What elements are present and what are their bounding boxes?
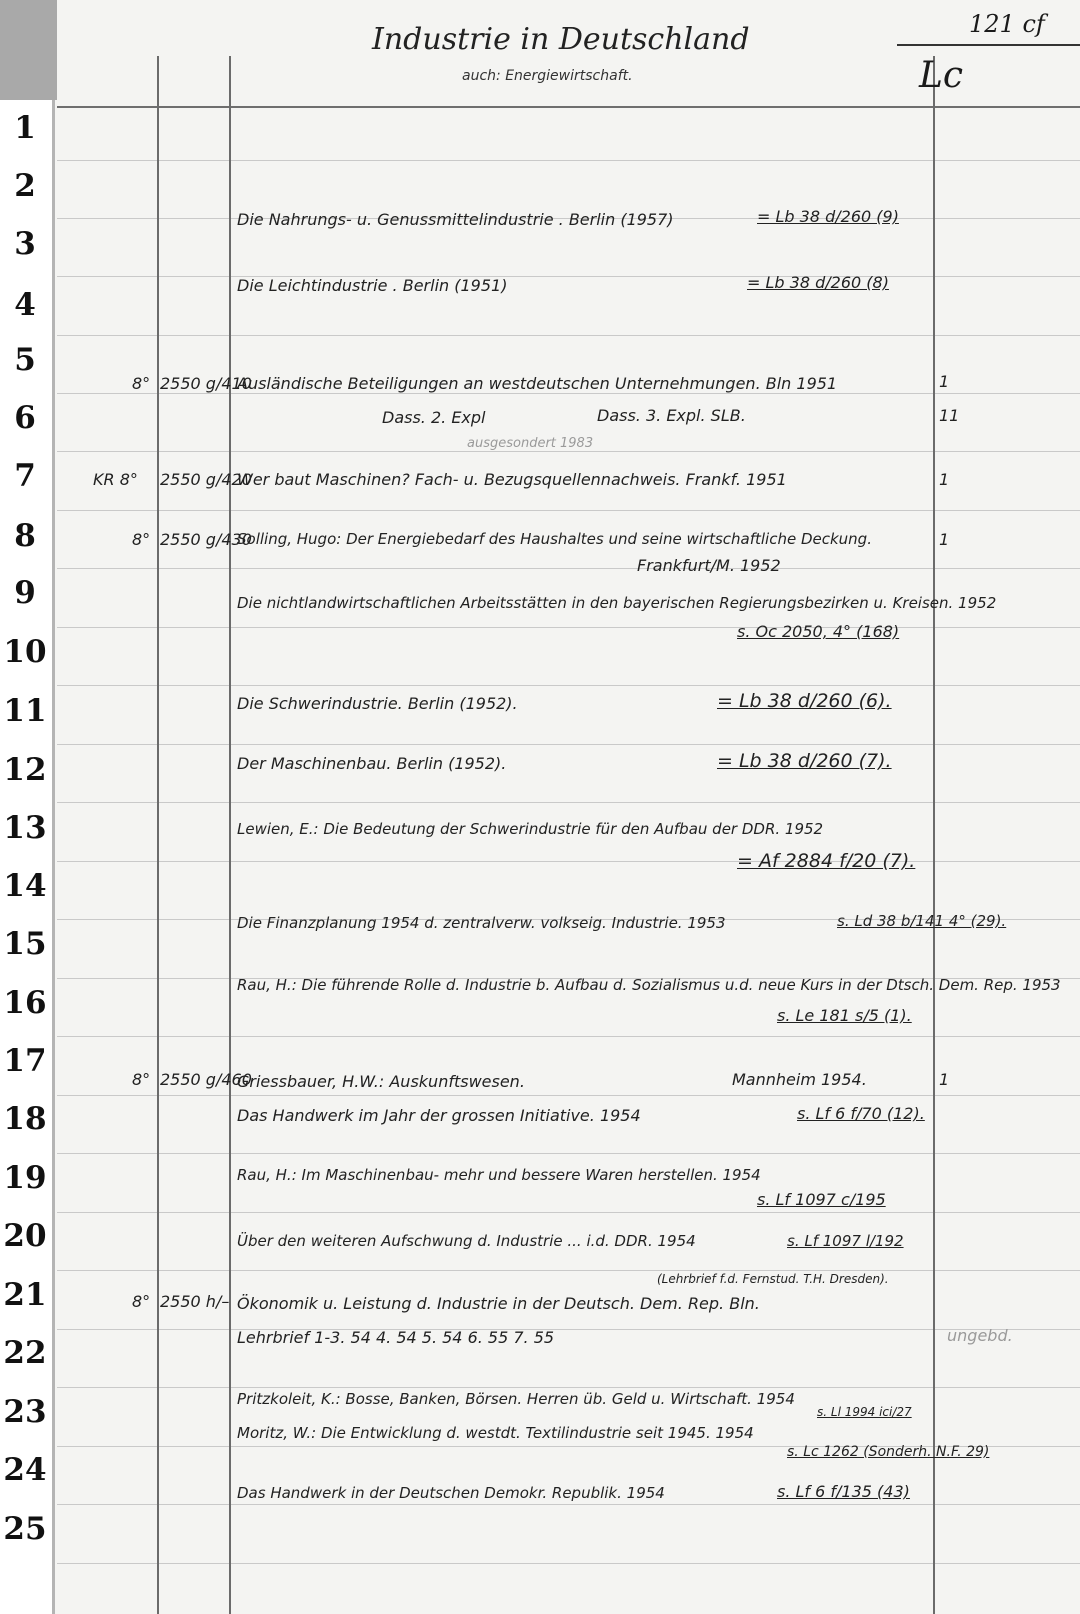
- row-number: 9: [14, 575, 36, 611]
- column-divider: [229, 56, 231, 1614]
- entry-note: ungebd.: [947, 1326, 1013, 1345]
- ruling-line: [57, 744, 1080, 745]
- entry-note: ausgesondert 1983: [467, 436, 594, 451]
- row-number: 11: [3, 693, 47, 729]
- entry-text: Rau, H.: Die führende Rolle d. Industrie b. Aufbau d. Sozialismus u.d. neue Kurs in der Dtsch. Dem. Rep. 1953: [237, 976, 1061, 994]
- entry-text: Über den weiteren Aufschwung d. Industrie ... i.d. DDR. 1954: [237, 1232, 696, 1250]
- column-divider: [933, 56, 935, 1614]
- entry-shelfmark: Dass. 3. Expl. SLB.: [597, 406, 746, 425]
- entry-text: Lewien, E.: Die Bedeutung der Schwerindustrie für den Aufbau der DDR. 1952: [237, 820, 824, 838]
- ruling-line: [57, 451, 1080, 452]
- entry-number: 2550 h/–: [160, 1292, 230, 1311]
- row-number-gutter: [0, 100, 55, 1614]
- entry-shelfmark: s. Lf 6 f/135 (43): [777, 1482, 910, 1501]
- entry-text: Solling, Hugo: Der Energiebedarf des Haushaltes und seine wirtschaftliche Deckung.: [237, 530, 872, 548]
- row-number: 3: [14, 226, 36, 262]
- entry-format: 8°: [132, 1070, 151, 1089]
- row-number: 2: [14, 168, 36, 204]
- entry-shelfmark: = Lb 38 d/260 (7).: [717, 750, 892, 772]
- entry-shelfmark: s. Lf 1097 l/192: [787, 1232, 904, 1250]
- entry-text: Die Finanzplanung 1954 d. zentralverw. volkseig. Industrie. 1953: [237, 914, 726, 932]
- entry-text: Pritzkoleit, K.: Bosse, Banken, Börsen. Herren üb. Geld u. Wirtschaft. 1954: [237, 1390, 795, 1408]
- ruling-line: [57, 802, 1080, 803]
- ledger-page: [57, 0, 1080, 1614]
- entry-text: Ökonomik u. Leistung d. Industrie in der Deutsch. Dem. Rep. Bln.: [237, 1294, 760, 1313]
- ruling-line: [57, 160, 1080, 161]
- page-subtitle: auch: Energiewirtschaft.: [462, 68, 633, 84]
- entry-text: Die Leichtindustrie . Berlin (1951): [237, 276, 508, 295]
- ruling-line: [57, 335, 1080, 336]
- ruling-line: [57, 1504, 1080, 1505]
- ruling-line: [57, 627, 1080, 628]
- entry-shelfmark: s. Ll 1994 ici/27: [817, 1405, 912, 1419]
- entry-shelfmark: s. Le 181 s/5 (1).: [777, 1006, 912, 1025]
- row-number: 22: [3, 1335, 47, 1371]
- entry-shelfmark: s. Ld 38 b/141 4° (29).: [837, 912, 1007, 930]
- ruling-line: [57, 861, 1080, 862]
- section-code: Lc: [919, 55, 964, 96]
- row-number: 15: [3, 926, 47, 962]
- row-number: 7: [14, 458, 36, 494]
- row-number: 10: [3, 634, 47, 670]
- row-number: 18: [3, 1101, 47, 1137]
- row-number: 14: [3, 868, 47, 904]
- ruling-line: [57, 1212, 1080, 1213]
- header-rule: [57, 106, 1080, 108]
- call-number-rule: [897, 44, 1080, 46]
- entry-format: KR 8°: [93, 470, 138, 489]
- row-number: 16: [3, 985, 47, 1021]
- row-number: 21: [3, 1277, 47, 1313]
- entry-text: Die Nahrungs- u. Genussmittelindustrie . Berlin (1957): [237, 210, 674, 229]
- row-number: 4: [14, 287, 36, 323]
- row-number: 6: [14, 400, 36, 436]
- ruling-line: [57, 393, 1080, 394]
- entry-copies: 1: [939, 470, 950, 489]
- gutter-corner: [0, 0, 57, 100]
- row-number: 24: [3, 1452, 47, 1488]
- entry-text: Griessbauer, H.W.: Auskunftswesen.: [237, 1072, 525, 1091]
- entry-text: Ausländische Beteiligungen an westdeutschen Unternehmungen. Bln 1951: [237, 374, 838, 393]
- entry-shelfmark: (Lehrbrief f.d. Fernstud. T.H. Dresden).: [657, 1272, 889, 1286]
- ruling-line: [57, 1270, 1080, 1271]
- entry-number: 2550 g/460: [160, 1070, 252, 1089]
- row-number: 13: [3, 810, 47, 846]
- entry-text: Die nichtlandwirtschaftlichen Arbeitsstätten in den bayerischen Regierungsbezirken u. Kreisen. 1952: [237, 594, 997, 612]
- entry-shelfmark: s. Lc 1262 (Sonderh. N.F. 29): [787, 1444, 990, 1460]
- entry-text: Moritz, W.: Die Entwicklung d. westdt. Textilindustrie seit 1945. 1954: [237, 1424, 754, 1442]
- entry-format: 8°: [132, 530, 151, 549]
- entry-copies: 1: [939, 1070, 950, 1089]
- column-divider: [157, 56, 159, 1614]
- row-number: 1: [14, 110, 36, 146]
- entry-shelfmark: = Lb 38 d/260 (6).: [717, 690, 892, 712]
- entry-copies: 11: [939, 406, 960, 425]
- entry-shelfmark: = Af 2884 f/20 (7).: [737, 850, 916, 872]
- entry-text: Das Handwerk in der Deutschen Demokr. Republik. 1954: [237, 1484, 665, 1502]
- entry-number: 2550 g/420: [160, 470, 252, 489]
- row-number: 23: [3, 1394, 47, 1430]
- entry-text: Wer baut Maschinen? Fach- u. Bezugsquellennachweis. Frankf. 1951: [237, 470, 787, 489]
- ruling-line: [57, 1153, 1080, 1154]
- entry-text: Dass. 2. Expl: [382, 408, 486, 427]
- row-number: 20: [3, 1218, 47, 1254]
- ruling-line: [57, 568, 1080, 569]
- entry-number: 2550 g/430: [160, 530, 252, 549]
- row-number: 25: [3, 1511, 47, 1547]
- row-number: 17: [3, 1043, 47, 1079]
- entry-text: Rau, H.: Im Maschinenbau- mehr und bessere Waren herstellen. 1954: [237, 1166, 761, 1184]
- ruling-line: [57, 1329, 1080, 1330]
- ruling-line: [57, 1387, 1080, 1388]
- entry-shelfmark: s. Oc 2050, 4° (168): [737, 622, 900, 641]
- ruling-line: [57, 1095, 1080, 1096]
- entry-text: Der Maschinenbau. Berlin (1952).: [237, 754, 507, 773]
- entry-shelfmark: = Lb 38 d/260 (9): [757, 207, 899, 226]
- entry-text: Das Handwerk im Jahr der grossen Initiative. 1954: [237, 1106, 641, 1125]
- entry-shelfmark: s. Lf 1097 c/195: [757, 1190, 886, 1209]
- row-number: 5: [14, 342, 36, 378]
- entry-text: Lehrbrief 1-3. 54 4. 54 5. 54 6. 55 7. 55: [237, 1328, 555, 1347]
- ruling-line: [57, 510, 1080, 511]
- entry-format: 8°: [132, 374, 151, 393]
- entry-copies: 1: [939, 372, 950, 391]
- entry-copies: 1: [939, 530, 950, 549]
- ruling-line: [57, 685, 1080, 686]
- page-title: Industrie in Deutschland: [372, 22, 750, 57]
- ruling-line: [57, 1563, 1080, 1564]
- entry-shelfmark: Frankfurt/M. 1952: [637, 556, 781, 575]
- entry-shelfmark: s. Lf 6 f/70 (12).: [797, 1104, 925, 1123]
- entry-format: 8°: [132, 1292, 151, 1311]
- entry-shelfmark: = Lb 38 d/260 (8): [747, 273, 889, 292]
- ruling-line: [57, 1036, 1080, 1037]
- row-number: 12: [3, 752, 47, 788]
- entry-shelfmark: Mannheim 1954.: [732, 1070, 867, 1089]
- entry-text: Die Schwerindustrie. Berlin (1952).: [237, 694, 518, 713]
- row-number: 19: [3, 1160, 47, 1196]
- entry-number: 2550 g/410: [160, 374, 252, 393]
- ruling-line: [57, 276, 1080, 277]
- row-number: 8: [14, 518, 36, 554]
- call-number: 121 cf: [969, 10, 1045, 38]
